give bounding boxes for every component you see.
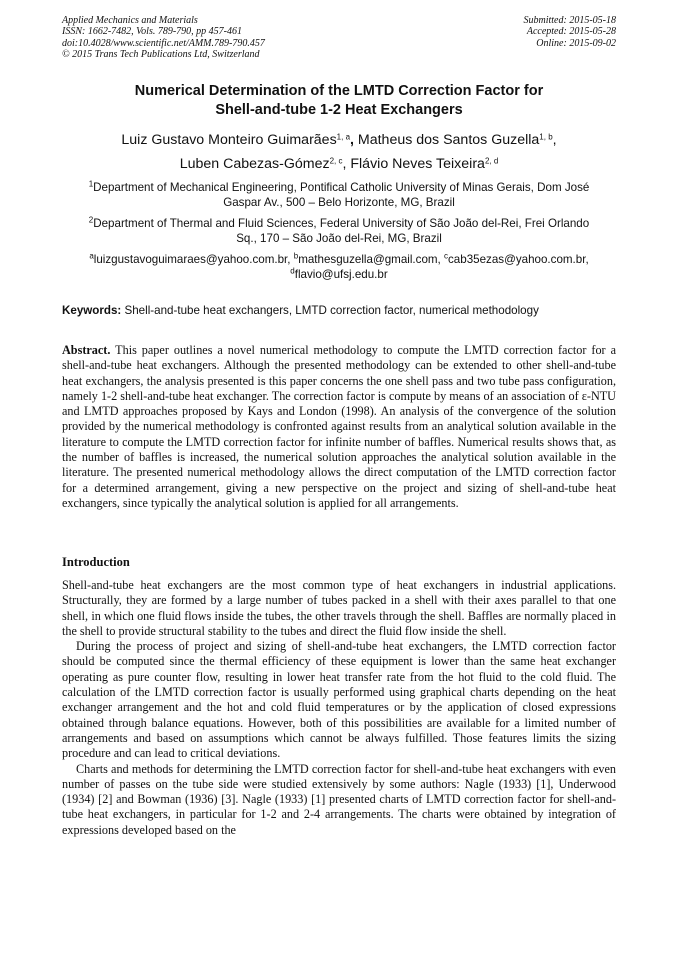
copyright-line: © 2015 Trans Tech Publications Ltd, Switzerland <box>62 49 260 61</box>
affiliation-line: Gaspar Av., 500 – Belo Horizonte, MG, Brazil <box>223 195 455 209</box>
keywords-label: Keywords: <box>62 304 122 317</box>
author-name: Flávio Neves Teixeira <box>350 156 485 172</box>
journal-name: Applied Mechanics and Materials <box>62 15 198 26</box>
email-sup: d <box>290 266 295 276</box>
email-link[interactable]: mathesguzella@gmail.com <box>298 253 438 266</box>
author-list <box>62 128 616 176</box>
author-name: Matheus dos Santos Guzella <box>357 132 540 148</box>
doi-line: doi:10.4028/www.scientific.net/AMM.789-790.457 <box>62 37 265 49</box>
email-link[interactable]: luizgustavoguimaraes@yahoo.com.br <box>93 253 288 266</box>
author-line-1 <box>62 128 616 152</box>
author-separator: , <box>350 132 358 148</box>
issn-line: ISSN: 1662-7482, Vols. 789-790, pp 457-461 <box>62 26 242 38</box>
accepted-date: Accepted: 2015-05-28 <box>526 26 616 38</box>
email-sup: a <box>89 251 94 261</box>
email-link[interactable]: flavio@ufsj.edu.br <box>294 267 388 281</box>
email-sup: b <box>293 251 299 261</box>
introduction-body <box>62 578 616 838</box>
affiliation-line: Department of Thermal and Fluid Sciences, Federal University of São João del-Rei, Frei Orlando <box>93 217 590 230</box>
affiliation-2 <box>62 217 616 246</box>
author-sup: 1, a <box>336 132 351 142</box>
affiliation-sup: 2 <box>88 215 94 225</box>
paper-title <box>62 82 616 119</box>
author-sup: 2, d <box>484 156 499 166</box>
abstract <box>62 343 616 511</box>
author-sup: 2, c <box>329 156 343 166</box>
affiliation-1 <box>62 181 616 210</box>
author-name: Luiz Gustavo Monteiro Guimarães <box>121 132 337 148</box>
title-line-1: Numerical Determination of the LMTD Correction Factor for <box>134 83 544 99</box>
journal-info <box>62 15 265 61</box>
affiliation-sup: 1 <box>88 179 94 189</box>
abstract-label: Abstract. <box>62 343 111 357</box>
affiliation-line: Sq., 170 – São João del-Rei, MG, Brazil <box>236 231 442 245</box>
paragraph: During the process of project and sizing of shell-and-tube heat exchangers, the LMTD correction factor should be computed since the thermal efficiency of these equipment is lower than the same heat exchanger operating as pure counter flow, resulting in lower heat transfer rate from the hot fluid to the cold fluid. The calculation of the LMTD correction factor is usually performed using graphical charts depending on the heat exchanger arrangement and the hot and cold fluid temperatures or by the application of closed expressions obtained through balance equations. However, both of this possibilities are available for a limited number of arrangements and based on assumptions which cannot be always fulfilled. Those features limits the sizing procedure and can lead to critical deviations. <box>62 639 616 761</box>
online-date: Online: 2015-09-02 <box>536 37 616 49</box>
author-separator: , <box>342 156 351 172</box>
title-line-2: Shell-and-tube 1-2 Heat Exchangers <box>215 101 463 118</box>
submitted-date: Submitted: 2015-05-18 <box>523 15 616 26</box>
author-sup: 1, b <box>539 132 553 142</box>
author-line-2 <box>62 152 616 176</box>
email-link[interactable]: cab35ezas@yahoo.com.br <box>448 253 586 266</box>
affiliation-line: Department of Mechanical Engineering, Pontifical Catholic University of Minas Gerais, Dom José <box>93 181 590 194</box>
paragraph: Charts and methods for determining the LMTD correction factor for shell-and-tube heat exchangers with even number of passes on the tube side were studied extensively by some authors: Nagle (1933) [1], Underwood (1934) [2] and Bowman (1936) [3]. Nagle (1933) [1] presented charts of LMTD correction factor for shell-and-tube heat exchangers, in particular for 1-2 and 2-4 arrangements. The charts were obtained by integration of expressions developed based on the <box>62 761 616 837</box>
paragraph: Shell-and-tube heat exchangers are the most common type of heat exchangers in industrial applications. Structurally, they are formed by a large number of tubes packed in a shell with their axes parallel to that one shell, in which one fluid flows inside the tubes, the other travels through the shell. Baffles are normally placed in the shell to provide structural stability to the tubes and direct the fluid flow inside the shell. <box>62 578 616 638</box>
author-name: Luben Cabezas-Gómez <box>179 156 330 172</box>
abstract-text: This paper outlines a novel numerical methodology to compute the LMTD correction factor for a shell-and-tube heat exchangers. Although the presented methodology can be extended to other shell-and-tube heat exchangers, the analysis presented is this paper concerns the one shell pass and two tube pass configuration, namely 1-2 shell-and-tube heat exchanger. The correction factor is compute by means of an association of ε-NTU and LMTD approaches proposed by Kays and London (1998). An analysis of the convergence of the solution provided by the numerical methodology is confronted against results from an analytical solution available in the literature to compute the LMTD correction factor for infinite number of baffles. Numerical results shows that, as the number of baffles is increased, the numerical solution approaches the analytical solution available in the literature. The presented numerical methodology allows the direct computation of the LMTD correction factor for a determined arrangement, giving a new perspective on the project and sizing of shell-and-tube heat exchangers, since typically the analytical solution is applied for all arrangements. <box>62 343 616 510</box>
publication-dates <box>524 15 617 49</box>
author-emails: $^a$luizgustavoguimaraes@yahoo.com.br, $^b$mathesguzella@gmail.com, $^c$cab35ezas@yahoo.com.br, $^d$flavio@ufsj.edu.br <box>89 251 589 281</box>
section-heading-introduction: Introduction <box>62 555 130 569</box>
author-separator: , <box>552 132 557 148</box>
email-sup: c <box>444 251 448 261</box>
keywords <box>62 304 616 319</box>
keywords-text: Shell-and-tube heat exchangers, LMTD correction factor, numerical methodology <box>121 304 539 317</box>
